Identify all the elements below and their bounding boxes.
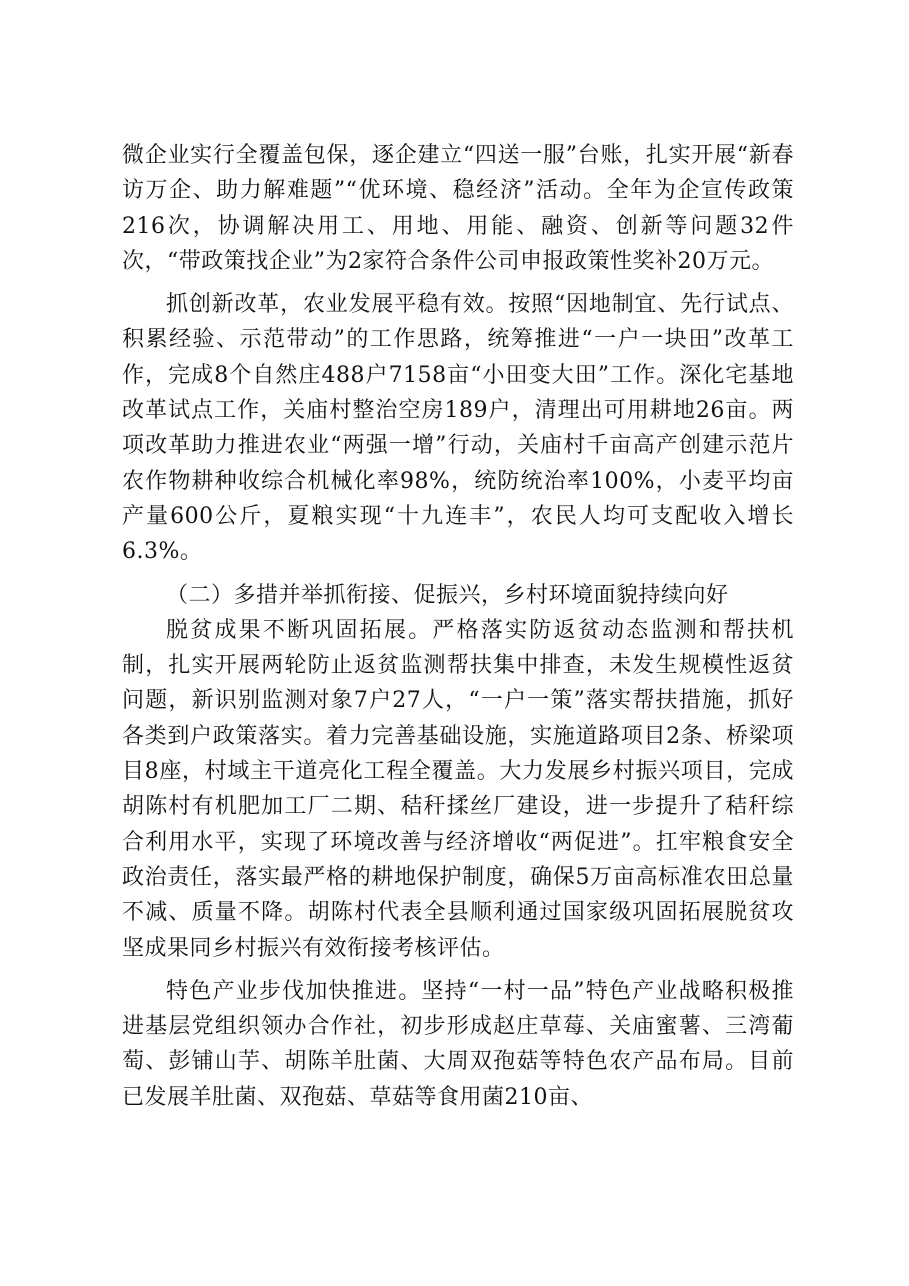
section-heading-rural-revitalization: （二）多措并举抓衔接、促振兴，乡村环境面貌持续向好	[166, 582, 729, 608]
paragraph-poverty-alleviation: 脱贫成果不断巩固拓展。严格落实防返贫动态监测和帮扶机制，扎实开展两轮防止返贫监测帮扶集中排查，未发生规模性返贫问题，新识别监测对象7户27人，“一户一策”落实帮扶措施，抓好各类到户政策落实。着力完善基础设施，实施道路项目2条、桥梁项目8座，村域主干道亮化工程全覆盖。大力发展乡村振兴项目，完成胡陈村有机肥加工厂二期、秸秆揉丝厂建设，进一步提升了秸秆综合利用水平，实现了环境改善与经济增收“两促进”。扛牢粮食安全政治责任，落实最严格的耕地保护制度，确保5万亩高标准农田总量不减、质量不降。胡陈村代表全县顺利通过国家级巩固拓展脱贫攻坚成果同乡村振兴有效衔接考核评估。	[122, 617, 794, 961]
paragraph-enterprise-service: 微企业实行全覆盖包保，逐企建立“四送一服”台账，扎实开展“新春访万企、助力解难题”“优环境、稳经济”活动。全年为企宣传政策216次，协调解决用工、用地、用能、融资、创新等问题32件次，“带政策找企业”为2家符合条件公司申报政策性奖补20万元。	[122, 143, 794, 274]
paragraph-specialty-industry: 特色产业步伐加快推进。坚持“一村一品”特色产业战略积极推进基层党组织领办合作社，初步形成赵庄草莓、关庙蜜薯、三湾葡萄、彭铺山芋、胡陈羊肚菌、大周双孢菇等特色农产品布局。目前已发展羊肚菌、双孢菇、草菇等食用菌210亩、	[122, 978, 794, 1110]
paragraph-agricultural-reform: 抓创新改革，农业发展平稳有效。按照“因地制宜、先行试点、积累经验、示范带动”的工作思路，统筹推进“一户一块田”改革工作，完成8个自然庄488户7158亩“小田变大田”工作。深化宅基地改革试点工作，关庙村整治空房189户，清理出可用耕地26亩。两项改革助力推进农业“两强一增”行动，关庙村千亩高产创建示范片农作物耕种收综合机械化率98%，统防统治率100%，小麦平均亩产量600公斤，夏粮实现“十九连丰”，农民人均可支配收入增长6.3%。	[122, 292, 794, 565]
document-body	[122, 138, 794, 1115]
